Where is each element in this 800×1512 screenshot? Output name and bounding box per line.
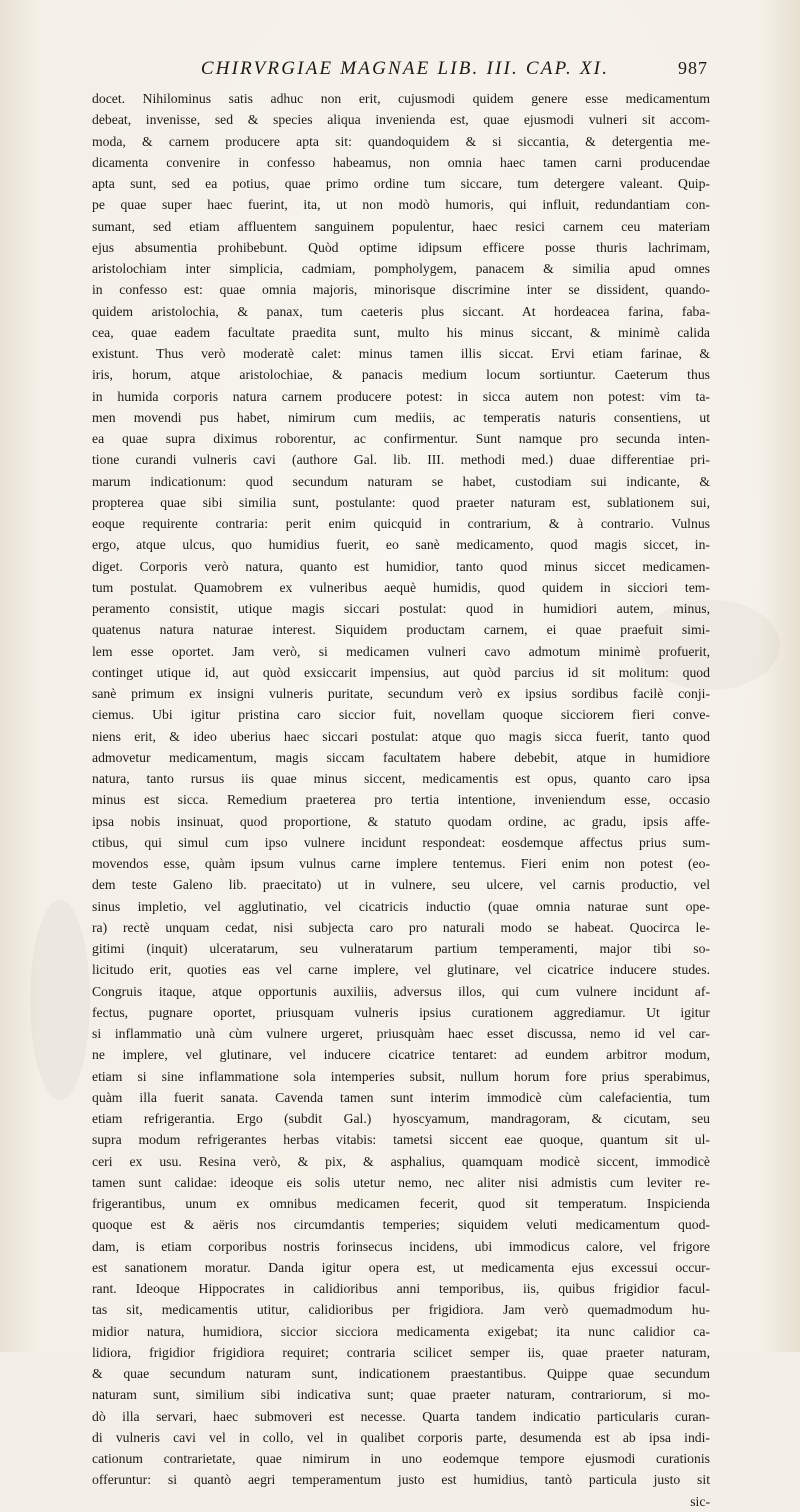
text-line: dam, is etiam corporibus nostris forinsecus incidens, ubi immodicus calore, vel frigore xyxy=(92,1238,710,1254)
text-line: men movendi pus habet, nimirum cum mediis, ac temperatis naturis consentiens, ut xyxy=(92,409,710,425)
text-line: existunt. Thus verò moderatè calet: minus tamen illis siccat. Ervi etiam farinae, & xyxy=(92,346,710,361)
text-line: lidiora, frigidior frigidiora requiret; contraria scilicet semper iis, quae praeter naturam, xyxy=(92,1344,710,1360)
text-line: tamen sunt calidae: ideoque eis solis utetur nemo, nec aliter nisi admistis cum leviter re- xyxy=(92,1174,710,1190)
text-line: si inflammatio unà cùm vulnere urgeret, priusquàm haec esset discussa, nemo id vel car- xyxy=(92,1026,710,1041)
text-line: ergo, atque ulcus, quo humidius fuerit, eo sanè medicamento, quod magis siccet, in- xyxy=(92,537,710,553)
text-line: minus est sicca. Remedium praeterea pro tertia intentione, inveniendum esse, occasio xyxy=(92,792,710,808)
text-line: aristolochiam inter simplicia, cadmiam, pompholygem, panacem & similia apud omnes xyxy=(92,261,710,276)
body-text xyxy=(92,88,710,1512)
text-line: tione curandi vulneris cavi (authore Gal. lib. III. methodi med.) duae differentiae pri- xyxy=(92,452,710,468)
text-line: peramento consistit, utique magis siccari postulat: quod in humidiori autem, minus, xyxy=(92,601,710,616)
text-line: & quae secundum naturam sunt, indicationem praestantibus. Quippe quae secundum xyxy=(92,1366,710,1381)
text-line: cationum contrarietate, quae nimirum in uno eodemque tempore ejusmodi curationis xyxy=(92,1451,710,1466)
text-line: sinus impletio, vel agglutinatio, vel cicatricis inductio (quae omnia naturae sunt ope- xyxy=(92,898,710,914)
text-line: dicamenta convenire in confesso habeamus, non omnia haec tamen carni producendae xyxy=(92,154,710,170)
text-line: di vulneris cavi vel in collo, vel in qualibet corporis parte, desumenda est ab ipsa indi- xyxy=(92,1429,710,1445)
text-line: niens erit, & ideo uberius haec siccari postulat: atque quo magis sicca fuerit, tanto quod xyxy=(92,728,710,744)
text-line: quidem aristolochia, & panax, tum caeteris plus siccant. At hordeacea farina, faba- xyxy=(92,303,710,319)
text-line: moda, & carnem producere apta sit: quandoquidem & si siccantia, & detergentia me- xyxy=(92,133,710,149)
text-line: cea, quae eadem facultate praedita sunt, multo his minus siccant, & minimè calida xyxy=(92,324,710,340)
text-line: quoque est & aëris nos circumdantis temperies; siquidem veluti medicamentum quod- xyxy=(92,1217,710,1233)
text-line: docet. Nihilominus satis adhuc non erit, cujusmodi quidem genere esse medicamentum xyxy=(92,91,710,106)
text-line: dò illa servari, haec submoveri est necesse. Quarta tandem indicatio particularis curan- xyxy=(92,1408,710,1424)
text-line: movendos esse, quàm ipsum vulnus carne implere tentemus. Fieri enim non potest (eo- xyxy=(92,856,710,871)
text-line: midior natura, humidiora, siccior sicciora medicamenta exigebat; ita nunc calidior ca- xyxy=(92,1323,710,1339)
text-line: ciemus. Ubi igitur pristina caro siccior fuit, novellam quoque sicciorem fieri conve- xyxy=(92,707,710,723)
text-line: sanè primum ex insigni vulneris puritate, secundum verò ex ipsius sordibus facilè conji- xyxy=(92,686,710,701)
text-line: ra) rectè unquam cedat, nisi subjecta caro pro naturali modo se habeat. Quocirca le- xyxy=(92,919,710,935)
text-line: in confesso est: quae omnia majoris, minorisque discrimine inter se dissident, quando- xyxy=(92,282,710,298)
text-line: dem teste Galeno lib. praecitato) ut in vulnere, seu ulcere, vel carnis productio, vel xyxy=(92,877,710,893)
text-line: ctibus, qui simul cum ipso vulnere incidunt respondeat: eosdemque affectus prius sum- xyxy=(92,834,710,850)
text-line: fectus, pugnare oportet, priusquam vulneris ipsius curationem aggrediamur. Ut igitur xyxy=(92,1004,710,1020)
text-line: iris, horum, atque aristolochiae, & panacis medium locum sortiuntur. Caeterum thus xyxy=(92,367,710,383)
page-header xyxy=(92,58,708,88)
text-line: ne implere, vel glutinare, vel inducere cicatrice tentaret: ad eundem arbitror modum, xyxy=(92,1047,710,1063)
text-line: ejus absumentia prohibebunt. Quòd optime idipsum efficere posse thuris lachrimam, xyxy=(92,239,710,255)
running-title: CHIRVRGIAE MAGNAE LIB. III. CAP. XI. xyxy=(200,58,610,79)
text-line: continget utique id, aut quòd exsiccarit impensius, aut quòd parcius id sit molitum: quod xyxy=(92,664,710,680)
text-line: frigerantibus, unum ex omnibus medicamen fecerit, quod sit temperatum. Inspicienda xyxy=(92,1196,710,1211)
text-line: quàm illa fuerit sanata. Cavenda tamen sunt interim immodicè cùm calefacientia, tum xyxy=(92,1089,710,1105)
text-line: eoque requirente contraria: perit enim quicquid in contrarium, & à contrario. Vulnus xyxy=(92,516,710,531)
text-line: est sanationem moratur. Danda igitur opera est, ut medicamenta ejus excessui occur- xyxy=(92,1259,710,1275)
text-line: gitimi (inquit) ulceratarum, seu vulneratarum partium temperamenti, major tibi so- xyxy=(92,941,710,956)
text-line: marum indicationum: quod secundum naturam se habet, custodiam sui indicante, & xyxy=(92,473,710,489)
text-line: quatenus natura naturae interest. Siquidem productam carnem, ei quae praefuit simi- xyxy=(92,622,710,638)
text-line: propterea quae sibi similia sunt, postulante: quod praeter naturam est, sublationem sui, xyxy=(92,494,710,510)
text-line: diget. Corporis verò natura, quanto est humidior, tanto quod minus siccet medicamen- xyxy=(92,558,710,574)
text-line: sic- xyxy=(690,1493,710,1509)
text-line: ceri ex usu. Resina verò, & pix, & asphalius, quamquam modicè siccent, immodicè xyxy=(92,1153,710,1169)
text-line: apta sunt, sed ea potius, quae primo ordine tum siccare, tum detergere valeant. Quip- xyxy=(92,176,710,191)
text-line: pe quae super haec fuerint, ita, ut non modò humoris, qui influit, redundantiam con- xyxy=(92,197,710,213)
text-line: debeat, invenisse, sed & species aliqua invenienda est, quae ejusmodi vulneri sit accom- xyxy=(92,112,710,128)
text-line: natura, tanto rursus iis quae minus siccent, medicamentis est opus, quanto caro ipsa xyxy=(92,771,710,786)
text-line: supra modum refrigerantes herbas vitabis: tametsi siccent eae quoque, quantum sit ul- xyxy=(92,1132,710,1148)
text-line: sumant, sed etiam affluentem sanguinem populentur, haec resici carnem ceu materiam xyxy=(92,218,710,234)
text-line: etiam refrigerantia. Ergo (subdit Gal.) hyoscyamum, mandragoram, & cicutam, seu xyxy=(92,1111,710,1126)
text-line: tas sit, medicamentis utitur, calidioribus per frigidiora. Jam verò quemadmodum hu- xyxy=(92,1302,710,1318)
text-line: ipsa nobis insinuat, quod proportione, & statuto quodam ordine, ac gradu, ipsis affe- xyxy=(92,813,710,829)
text-line: rant. Ideoque Hippocrates in calidioribus anni temporibus, iis, quibus frigidior facul- xyxy=(92,1281,710,1296)
text-line: offeruntur: si quantò aegri temperamentum justo est humidius, tantò particula justo sit xyxy=(92,1472,710,1488)
text-line: ea quae supra diximus roborentur, ac confirmentur. Sunt namque pro secunda inten- xyxy=(92,431,710,446)
text-line: in humida corporis natura carnem producere potest: in sicca autem non potest: vim ta- xyxy=(92,388,710,404)
text-line: Congruis itaque, atque opportunis auxiliis, adversus illos, qui cum vulnere incidunt af- xyxy=(92,983,710,999)
paper-stain xyxy=(30,900,90,1100)
text-line: lem esse oportet. Jam verò, si medicamen vulneri cavo admotum minimè profuerit, xyxy=(92,643,710,659)
text-line: etiam si sine inflammatione sola intemperies subsit, nullum horum fore prius sperabimus, xyxy=(92,1068,710,1084)
text-line: licitudo erit, quoties eas vel carne implere, vel glutinare, vel cicatrice inducere studes. xyxy=(92,962,710,978)
page-number: 987 xyxy=(678,58,708,78)
text-line: naturam sunt, similium sibi indicativa sunt; quae praeter naturam, contrariorum, si mo- xyxy=(92,1387,710,1403)
text-line: tum postulat. Quamobrem ex vulneribus aequè humidis, quod quidem in sicciori tem- xyxy=(92,579,710,595)
text-line: admovetur medicamentum, magis siccam facultatem habere debebit, atque in humidiore xyxy=(92,749,710,765)
